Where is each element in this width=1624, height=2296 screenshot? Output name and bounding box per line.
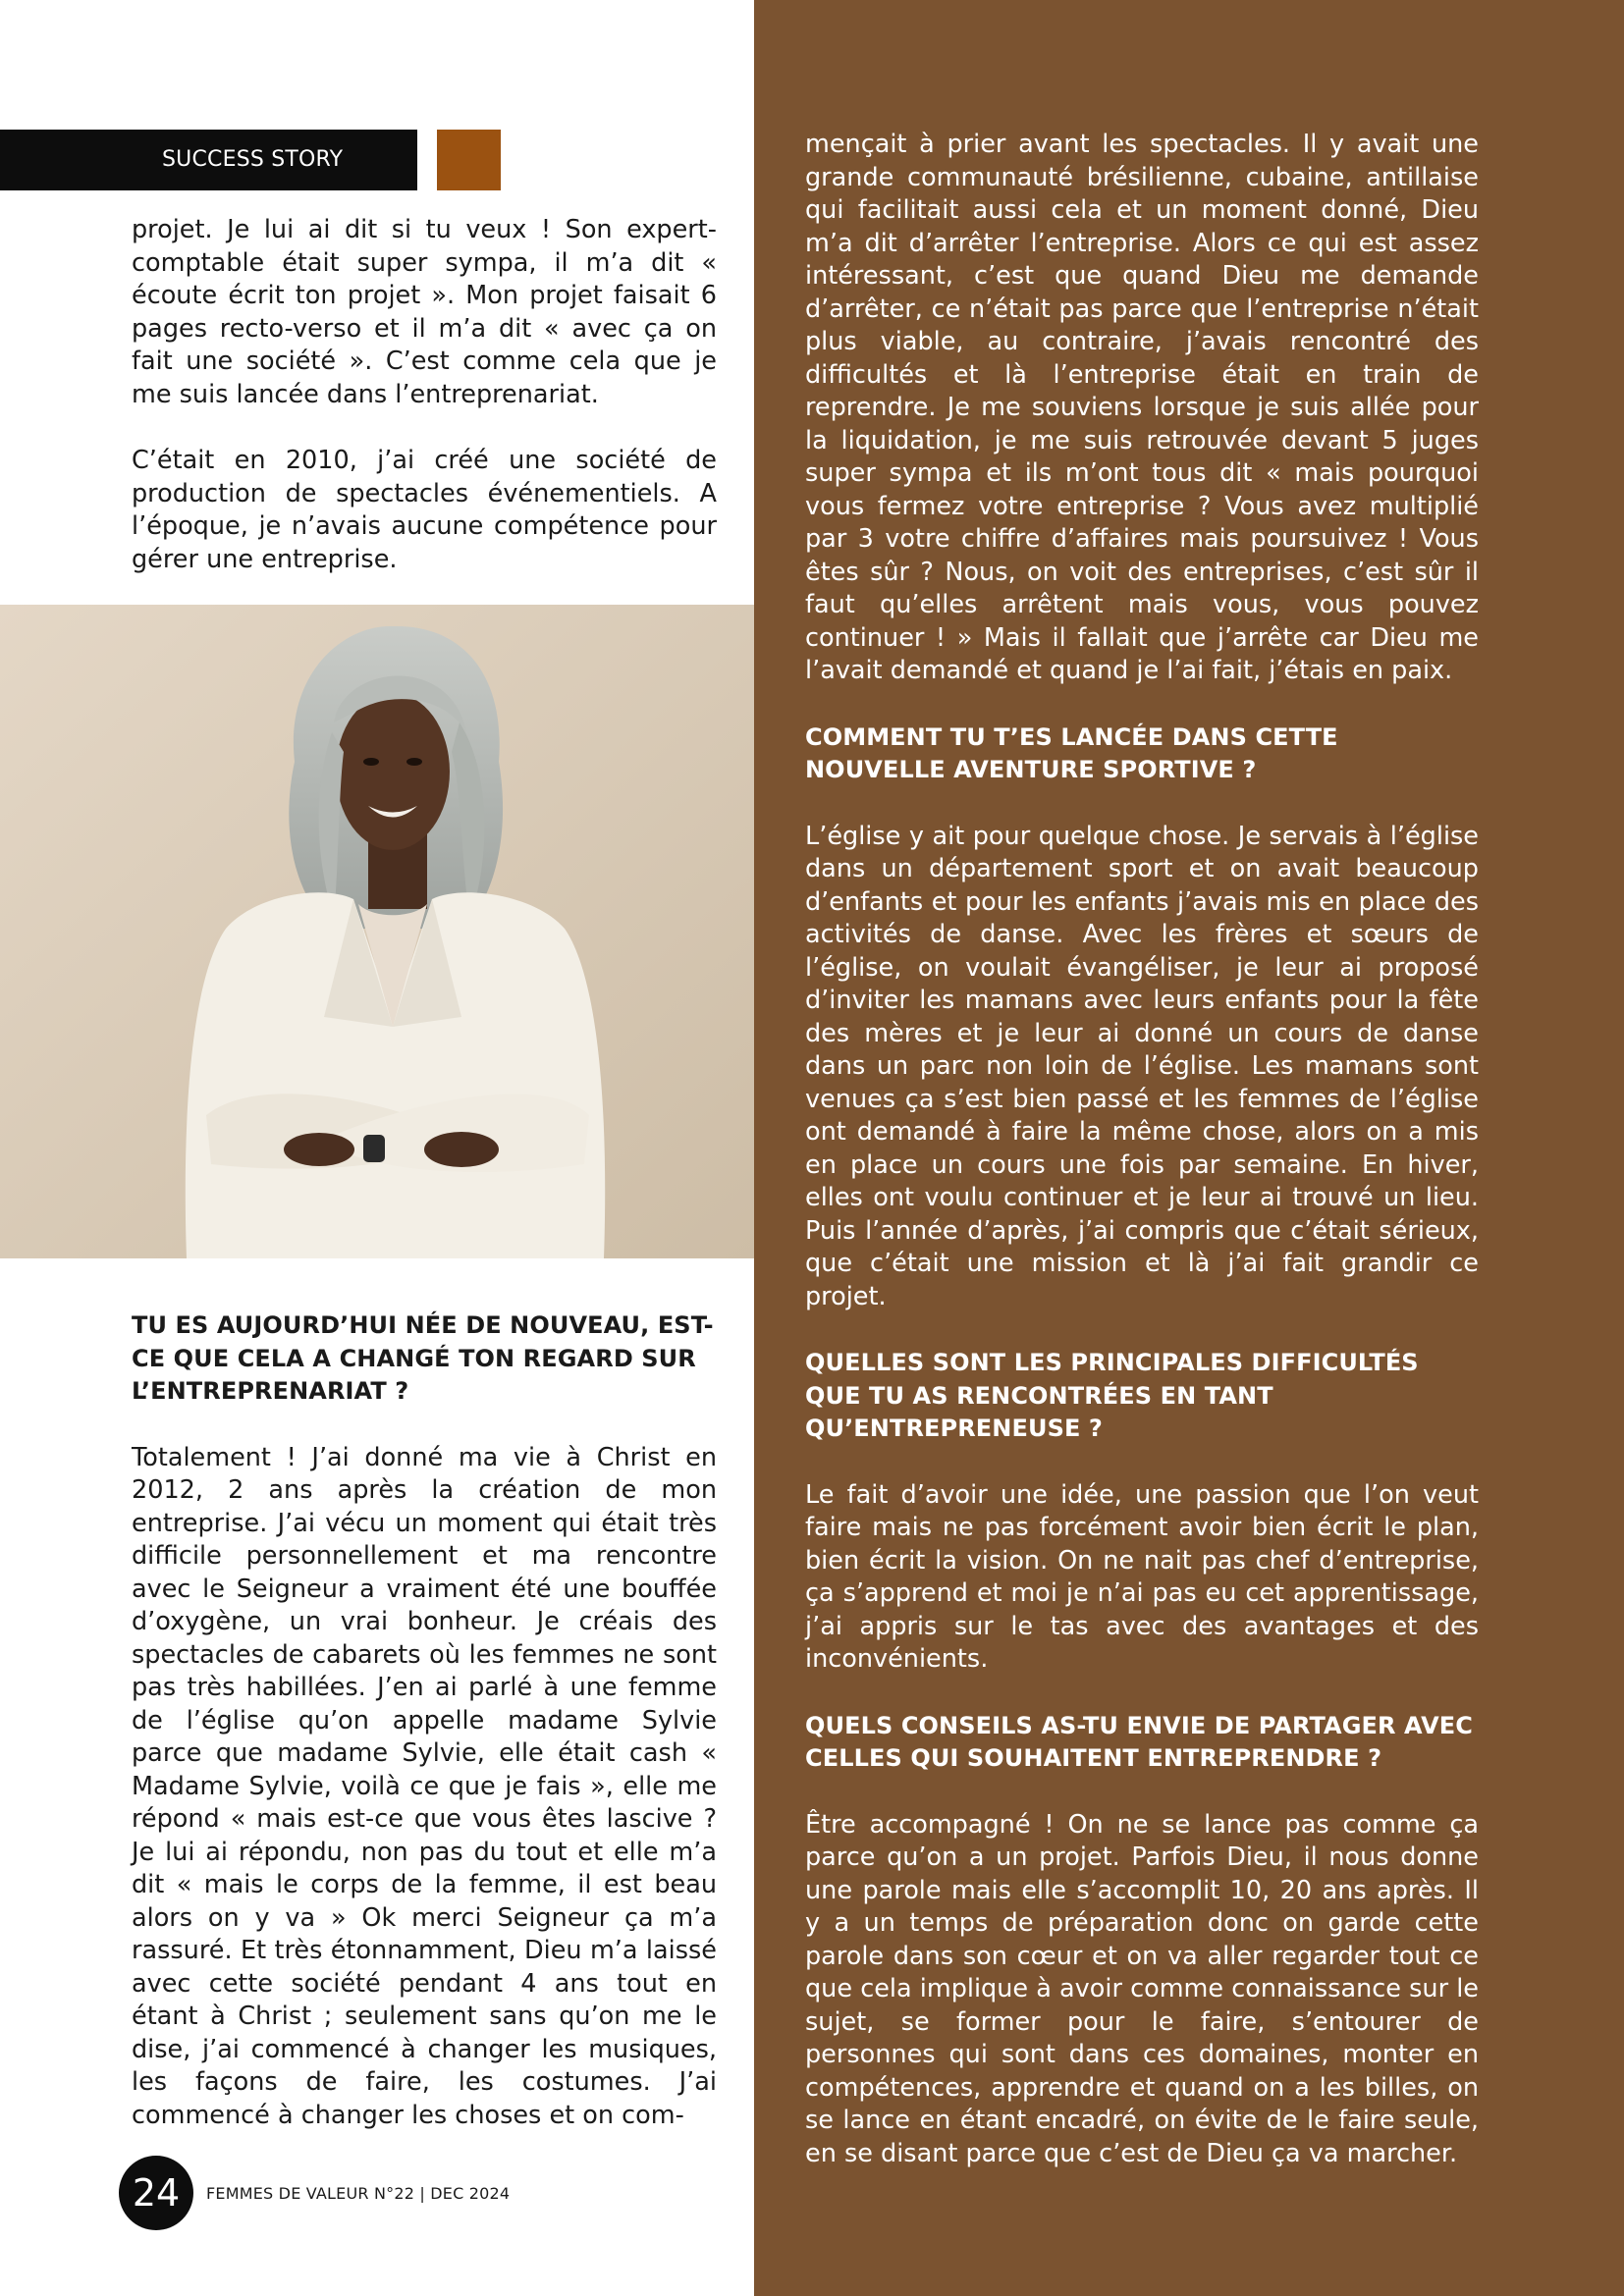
left-column-top bbox=[132, 214, 717, 576]
paragraph: C’était en 2010, j’ai créé une société de production de spectacles événementiels. A l’époque, je n’avais aucune compétence pour gérer une entreprise. bbox=[132, 446, 717, 574]
page-number: 24 bbox=[119, 2156, 193, 2230]
question-heading: QUELS CONSEILS AS-TU ENVIE DE PARTAGER AVEC CELLES QUI SOUHAITENT ENTREPRENDRE ? bbox=[805, 1711, 1473, 1772]
paragraph: mençait à prier avant les spectacles. Il y avait une grande communauté brésilienne, cubaine, antillaise qui facilitait aussi cela et un moment donné, Dieu m’a dit d’arrêter l’entreprise. Alors ce qui est assez intéressant, c’est que quand Dieu me demande d’arrêter, ce n’était pas parce que l’entreprise n’était plus viable, au contraire, j’avais rencontré des difficultés et là l’entreprise était en train de reprendre. Je me souviens lorsque je suis allée pour la liquidation, je me suis retrouvée devant 5 juges super sympa et ils m’ont tous dit « mais pourquoi vous fermez votre entreprise ? Vous avez multiplié par 3 votre chiffre d’affaires mais poursuivez ! Vous êtes sûr ? Nous, on voit des entreprises, c’est sûr il faut qu’elles arrêtent mais vous, vous pouvez continuer ! » Mais il fallait que j’arrête car Dieu me l’avait demandé et quand je l’ai fait, j’étais en paix. bbox=[805, 130, 1479, 685]
question-heading: TU ES AUJOURD’HUI NÉE DE NOUVEAU, EST-CE QUE CELA A CHANGÉ TON REGARD SUR L’ENTREPRENARIAT ? bbox=[132, 1311, 714, 1405]
right-column bbox=[805, 129, 1479, 2170]
section-banner bbox=[0, 130, 417, 190]
answer-paragraph: L’église y ait pour quelque chose. Je servais à l’église dans un département sport et on avait beaucoup d’enfants et pour les enfants j’avais mis en place des activités de danse. Avec les frères et sœurs de l’église, on voulait évangéliser, je leur ai proposé d’inviter les mamans avec leurs enfants pour la fête des mères et je leur ai donné un cours de danse dans un parc non loin de l’église. Les mamans sont venues ça s’est bien passé et les femmes de l’église ont demandé à faire la même chose, alors on a mis en place un cours une fois par semaine. En hiver, elles ont voulu continuer et je leur ai trouvé un lieu. Puis l’année d’après, j’ai compris que c’était sérieux, que c’était une mission et là j’ai fait grandir ce projet. bbox=[805, 821, 1479, 1311]
left-column-bottom bbox=[132, 1309, 717, 2132]
question-heading: QUELLES SONT LES PRINCIPALES DIFFICULTÉS QUE TU AS RENCONTRÉES EN TANT QU’ENTREPRENEUSE ? bbox=[805, 1349, 1419, 1442]
section-label: SUCCESS STORY bbox=[162, 147, 344, 172]
answer-paragraph: Totalement ! J’ai donné ma vie à Christ en 2012, 2 ans après la création de mon entreprise. J’ai vécu un moment qui était très difficile personnellement et ma rencontre avec le Seigneur a vraiment été une bouffée d’oxygène, un vrai bonheur. Je créais des spectacles de cabarets où les femmes ne sont pas très habillées. J’en ai parlé à une femme de l’église qu’on appelle madame Sylvie parce que madame Sylvie, elle était cash « Madame Sylvie, voilà ce que je fais », elle me répond « mais est-ce que vous êtes lascive ? Je lui ai répondu, non pas du tout et elle m’a dit « mais le corps de la femme, il est beau alors on y va » Ok merci Seigneur ça m’a rassuré. Et très étonnamment, Dieu m’a laissé avec cette société pendant 4 ans tout en étant à Christ ; seulement sans qu’on me le dise, j’ai commencé à changer les musiques, les façons de faire, les costumes. J’ai commencé à changer les choses et on com- bbox=[132, 1442, 717, 2130]
accent-square bbox=[437, 130, 501, 190]
magazine-issue: FEMMES DE VALEUR N°22 | DEC 2024 bbox=[206, 2184, 511, 2203]
answer-paragraph: Le fait d’avoir une idée, une passion que l’on veut faire mais ne pas forcément avoir bien écrit le plan, bien écrit la vision. On ne nait pas chef d’entreprise, ça s’apprend et moi je n’ai pas eu cet apprentissage, j’ai appris sur le tas avec des avantages et des inconvénients. bbox=[805, 1479, 1479, 1674]
portrait-illustration bbox=[0, 605, 754, 1258]
question-heading: COMMENT TU T’ES LANCÉE DANS CETTE NOUVELLE AVENTURE SPORTIVE ? bbox=[805, 722, 1338, 783]
paragraph: projet. Je lui ai dit si tu veux ! Son expert-comptable était super sympa, il m’a dit « écoute écrit ton projet ». Mon projet faisait 6 pages recto-verso et il m’a dit « avec ça on fait une société ». C’est comme cela que je me suis lancée dans l’entreprenariat. bbox=[132, 215, 717, 409]
answer-paragraph: Être accompagné ! On ne se lance pas comme ça parce qu’on a un projet. Parfois Dieu, il nous donne une parole mais elle s’accomplit 10, 20 ans après. Il y a un temps de préparation donc on garde cette parole dans son cœur et on va aller regarder tout ce que cela implique à avoir comme connaissance sur le sujet, se former pour le faire, s’entourer de personnes qui sont dans ces domaines, monter en compétences, apprendre et quand on a les billes, on se lance en étant encadré, on évite de le faire seule, en se disant parce que c’est de Dieu ça va marcher. bbox=[805, 1809, 1479, 2168]
portrait-photo bbox=[0, 605, 754, 1258]
